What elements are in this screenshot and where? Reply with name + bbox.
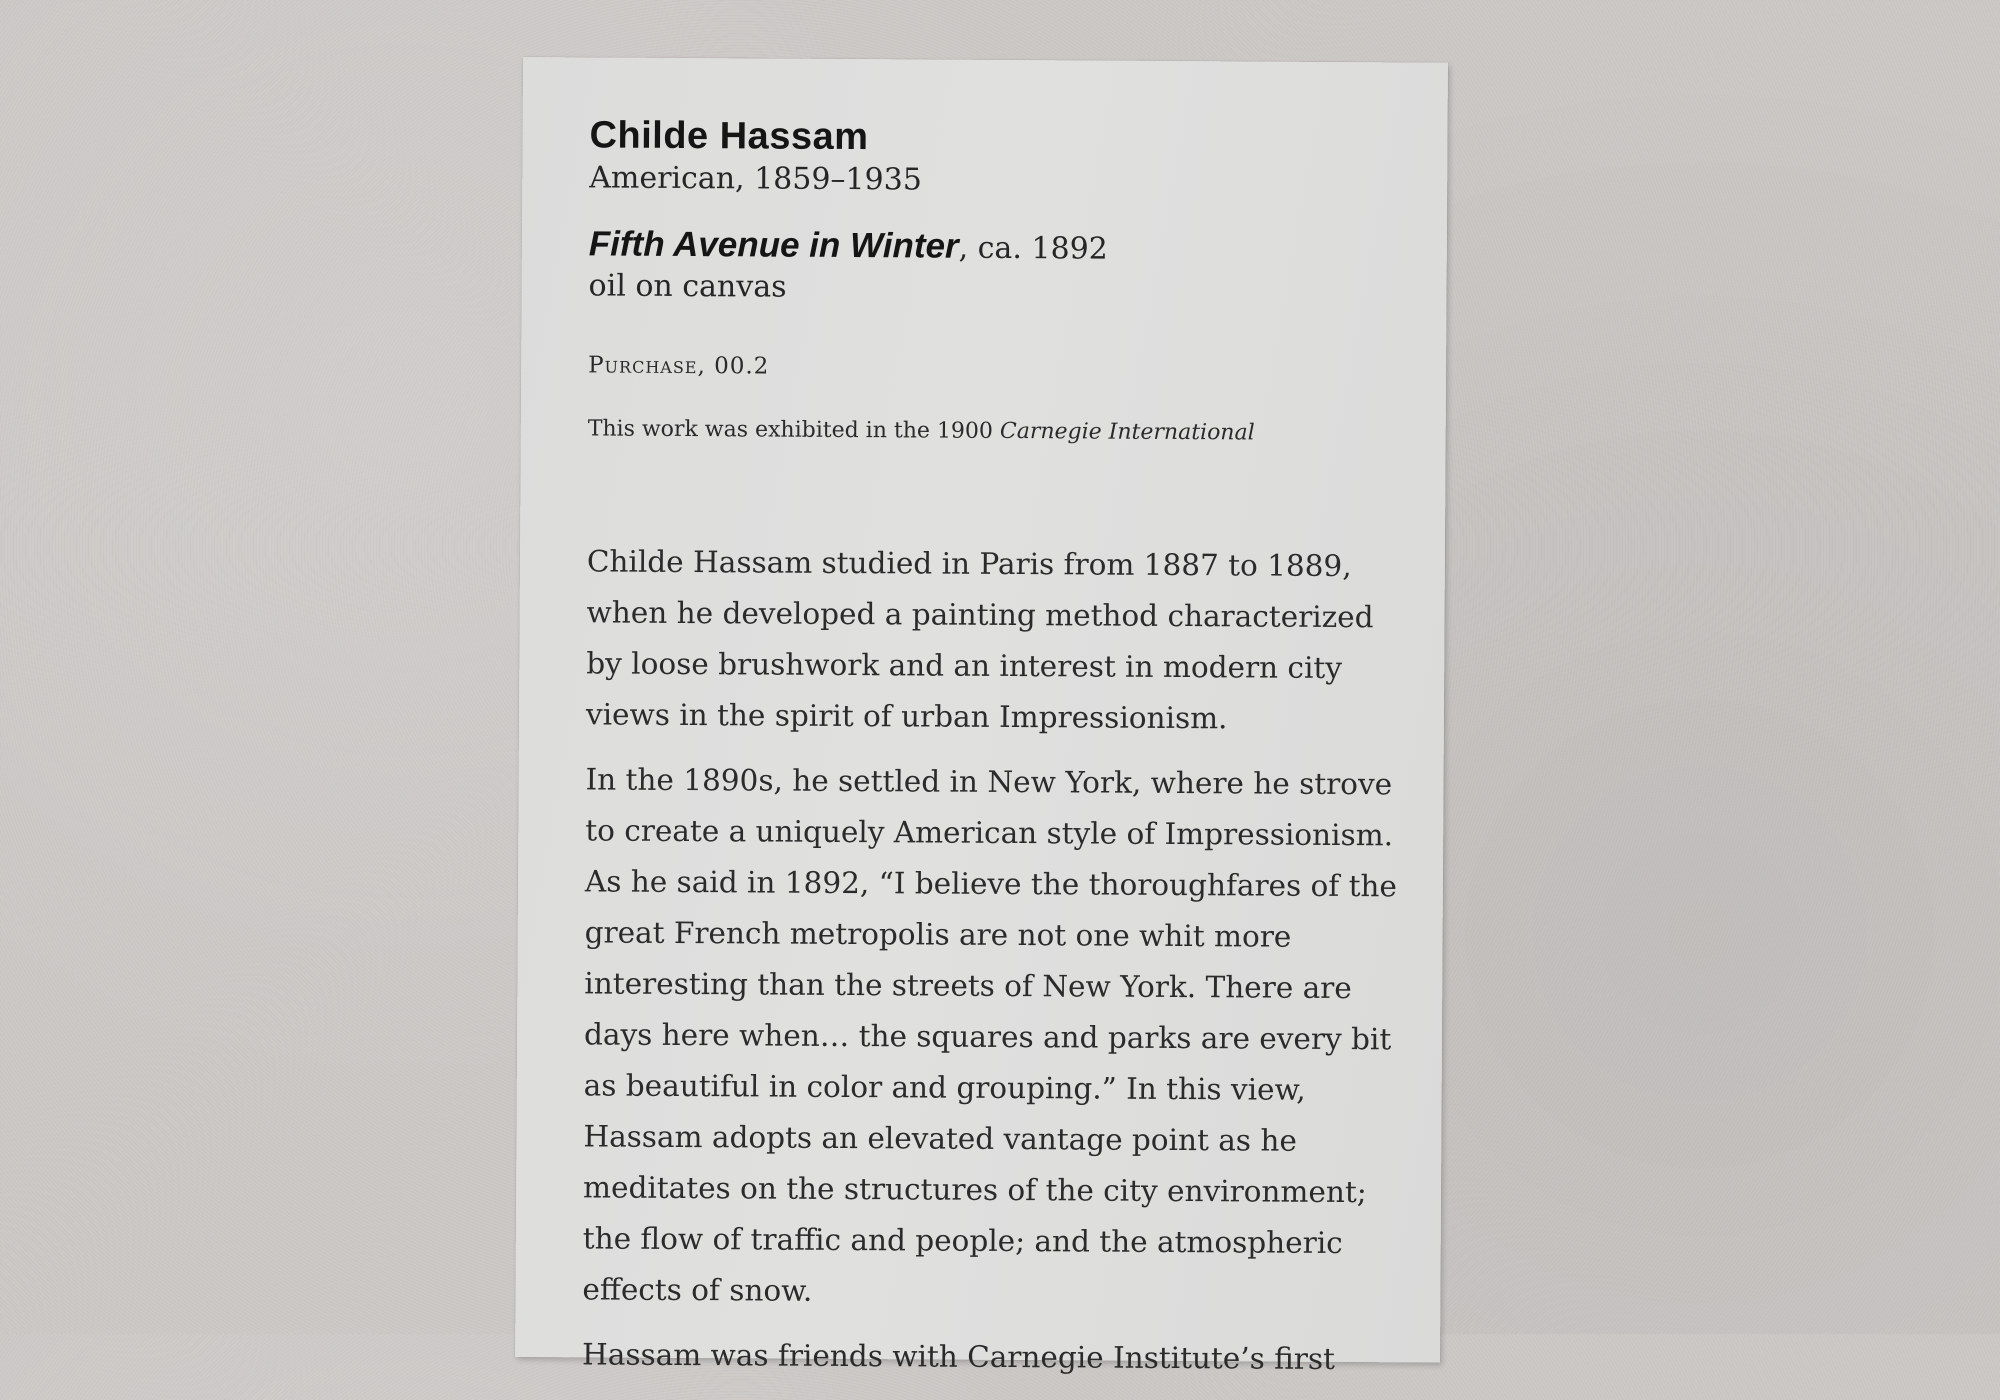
description-paragraph: Childe Hassam studied in Paris from 1887 to 1889, when he developed a painting method characterized by loose brushwork and an interest in modern city views in the spirit of urban Impressionism. bbox=[585, 544, 1374, 736]
label-content bbox=[582, 112, 1410, 1399]
exhibition-note bbox=[588, 414, 1408, 449]
artwork-title-line bbox=[589, 224, 1409, 271]
description-paragraph: In the 1890s, he settled in New York, where he strove to create a uniquely American style of Impressionism. As he said in 1892, “I believe the thoroughfares of the great French metropolis are not one whit more interesting than the streets of New York. There are days here when… the squares and parks are every bit as beautiful in color and grouping.” In this view, Hassam adopts an elevated vantage point as he meditates on the structures of the city environment; the flow of traffic and people; and the atmospheric effects of snow. bbox=[582, 762, 1398, 1308]
artwork-date: , ca. 1892 bbox=[958, 230, 1108, 267]
exhibition-name: Carnegie International bbox=[999, 418, 1255, 446]
museum-wall-label bbox=[515, 57, 1448, 1376]
artwork-medium: oil on canvas bbox=[588, 268, 787, 305]
artwork-title: Fifth Avenue in Winter bbox=[588, 224, 959, 266]
description-paragraph: Hassam was friends with Carnegie Institute’s first bbox=[581, 1337, 1336, 1376]
artist-nationality-dates: American, 1859–1935 bbox=[589, 160, 922, 198]
label-description bbox=[582, 536, 1417, 1385]
artist-name: Childe Hassam bbox=[589, 114, 869, 159]
exhibition-note-text: This work was exhibited in the 1900 bbox=[587, 416, 1001, 444]
credit-line: Purchase, 00.2 bbox=[588, 352, 770, 380]
